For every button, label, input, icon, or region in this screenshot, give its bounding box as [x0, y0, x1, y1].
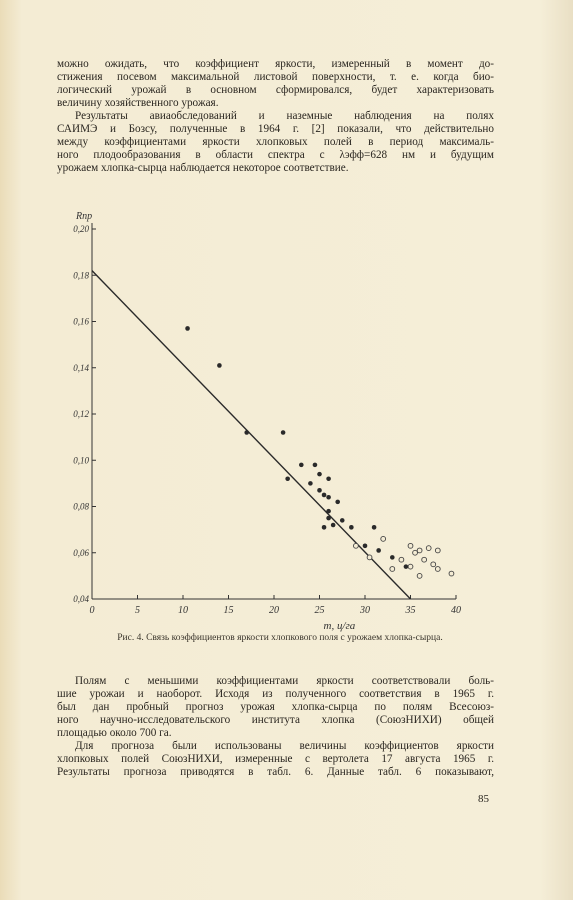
filled-point	[376, 548, 381, 553]
text-line: Полям с меньшими коэффициентами яркости соответствовали боль-	[75, 675, 494, 687]
y-tick-label: 0,20	[73, 224, 89, 234]
text-line: величину хозяйственного урожая.	[57, 97, 219, 109]
filled-point	[326, 516, 331, 521]
y-axis-label: Rпр	[76, 211, 93, 222]
y-tick-label: 0,10	[73, 455, 89, 466]
regression-line	[92, 271, 411, 599]
y-tick-label: 0,16	[73, 316, 89, 327]
filled-point	[340, 518, 345, 523]
open-point	[422, 557, 427, 562]
open-point	[381, 536, 386, 541]
filled-point	[313, 463, 318, 468]
text-line: ного плодообразования в области спектра с λэфф=628 нм и будущим	[57, 149, 494, 161]
x-tick-label: 5	[135, 605, 140, 616]
filled-point	[317, 472, 322, 477]
filled-point	[390, 555, 395, 560]
filled-point	[308, 481, 313, 486]
x-tick-label: 35	[405, 605, 416, 616]
page-number: 85	[478, 793, 489, 805]
open-point	[413, 550, 418, 555]
open-point	[435, 567, 440, 572]
filled-point	[335, 500, 340, 505]
text-line: хлопковых полей СоюзНИХИ, измеренные с вертолета 17 августа 1965 г.	[57, 753, 494, 765]
x-tick-label: 25	[314, 605, 325, 616]
open-point	[399, 557, 404, 562]
y-tick-label: 0,12	[73, 409, 89, 419]
open-point	[417, 548, 422, 553]
open-point	[408, 564, 413, 569]
open-point	[417, 573, 422, 578]
y-tick-label: 0,06	[73, 547, 89, 558]
text-line: стижения посевом максимальной листовой поверхности, т. е. когда био-	[57, 71, 494, 83]
filled-point	[322, 525, 327, 530]
y-tick-label: 0,14	[73, 362, 89, 373]
y-tick-label: 0,18	[73, 270, 89, 281]
text-line: Результаты прогноза приводятся в табл. 6. Данные табл. 6 показывают,	[57, 766, 494, 778]
filled-point	[185, 326, 190, 331]
filled-point	[331, 523, 336, 528]
text-line: был дан пробный прогноз урожая хлопка-сырца по полям Всесоюз-	[57, 701, 494, 713]
text-line: можно ожидать, что коэффициент яркости, измеренный в момент до-	[57, 58, 494, 70]
filled-point	[244, 430, 249, 435]
text-line: САИМЭ и Бозсу, полученные в 1964 г. [2] показали, что действительно	[57, 123, 494, 135]
filled-point	[363, 544, 368, 549]
open-point	[449, 571, 454, 576]
text-line: площадью около 700 га.	[57, 727, 172, 739]
y-tick-label: 0,04	[73, 594, 89, 604]
filled-point	[349, 525, 354, 530]
x-axis-label: m, ц/га	[323, 620, 356, 632]
y-tick-label: 0,08	[73, 501, 89, 512]
x-tick-label: 40	[451, 605, 461, 616]
text-line: Результаты авиаобследований и наземные наблюдения на полях	[75, 110, 494, 122]
text-top	[57, 58, 494, 175]
filled-point	[326, 495, 331, 500]
text-bottom	[57, 675, 494, 779]
open-point	[367, 555, 372, 560]
filled-point	[322, 493, 327, 498]
x-tick-label: 20	[269, 605, 279, 616]
x-tick-label: 10	[178, 605, 188, 616]
filled-point	[372, 525, 377, 530]
open-point	[431, 562, 436, 567]
text-line: ного научно-исследовательского института хлопка (СоюзНИХИ) общей	[57, 714, 494, 726]
open-point	[426, 546, 431, 551]
filled-point	[317, 488, 322, 493]
text-line: шие урожаи и наоборот. Исходя из полученного соответствия в 1965 г.	[57, 688, 494, 700]
filled-point	[217, 363, 222, 368]
text-line: урожаем хлопка-сырца наблюдается некоторое соответствие.	[57, 162, 349, 174]
open-point	[408, 543, 413, 548]
open-point	[390, 567, 395, 572]
text-line: Для прогноза были использованы величины коэффициентов яркости	[75, 740, 494, 752]
text-line: логический урожай в основном сформировался, будет характеризовать	[57, 84, 494, 96]
filled-point	[299, 463, 304, 468]
scatter-chart	[50, 195, 480, 632]
filled-point	[285, 476, 290, 481]
filled-point	[326, 509, 331, 514]
x-tick-label: 0	[89, 605, 95, 616]
filled-point	[326, 476, 331, 481]
open-point	[354, 543, 359, 548]
filled-point	[404, 564, 409, 569]
filled-point	[281, 430, 286, 435]
text-line: между коэффициентами яркости хлопковых полей в период максималь-	[57, 136, 494, 148]
open-point	[435, 548, 440, 553]
figure-caption: Рис. 4. Связь коэффициентов яркости хлопкового поля с урожаем хлопка-сырца.	[117, 633, 443, 643]
x-tick-label: 30	[360, 605, 370, 616]
x-tick-label: 15	[223, 605, 234, 616]
